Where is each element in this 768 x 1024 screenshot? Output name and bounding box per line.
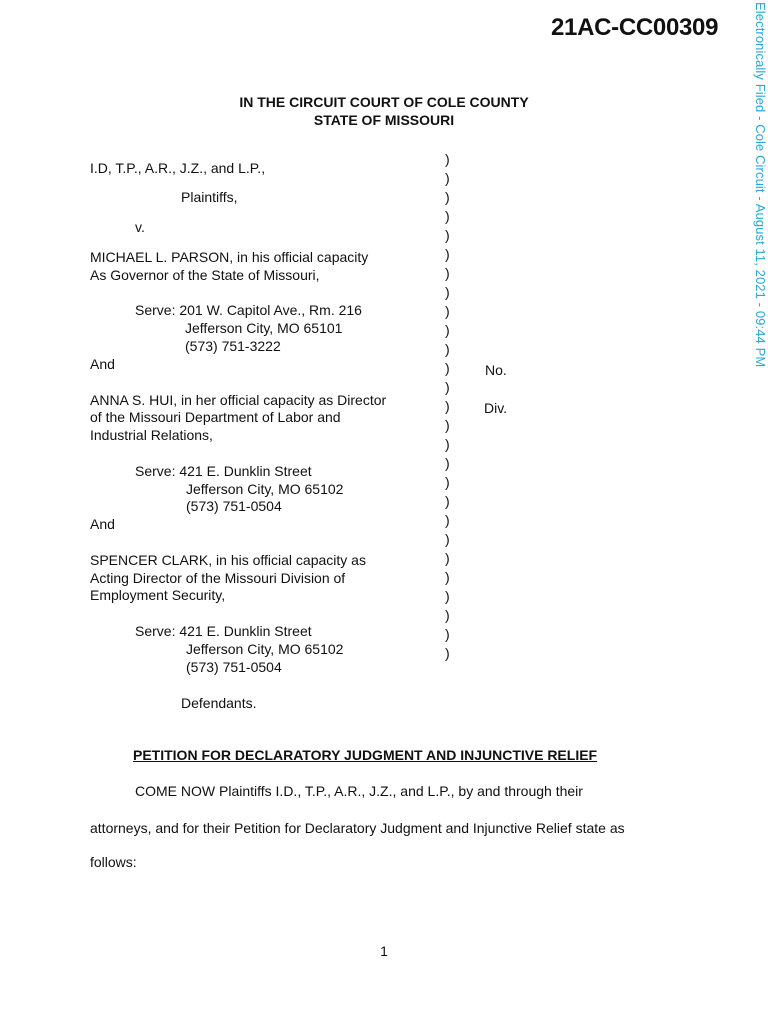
- defendant2-line3: Industrial Relations,: [90, 427, 213, 443]
- filing-stamp-text: Electronically Filed - Cole Circuit - August 11, 2021 - 09:44 PM: [753, 2, 768, 368]
- plaintiffs-label: Plaintiffs,: [181, 189, 238, 205]
- defendant1-serve1: Serve: 201 W. Capitol Ave., Rm. 216: [135, 302, 362, 318]
- case-number: 21AC-CC00309: [551, 14, 719, 41]
- defendant1-line1: MICHAEL L. PARSON, in his official capacity: [90, 249, 369, 265]
- defendant1-serve3: (573) 751-3222: [185, 338, 281, 354]
- petition-title: PETITION FOR DECLARATORY JUDGMENT AND INJUNCTIVE RELIEF: [133, 747, 598, 763]
- defendant3-line2: Acting Director of the Missouri Division of: [90, 570, 346, 586]
- body-line-2: attorneys, and for their Petition for Declaratory Judgment and Injunctive Relief state as: [90, 820, 625, 836]
- defendant2-line2: of the Missouri Department of Labor and: [90, 409, 341, 425]
- body-line-3: follows:: [90, 854, 137, 870]
- court-name: IN THE CIRCUIT COURT OF COLE COUNTY: [239, 94, 529, 110]
- plaintiffs-names: I.D, T.P., A.R., J.Z., and L.P.,: [90, 160, 266, 176]
- page-number: 1: [380, 943, 388, 959]
- division-label: Div.: [484, 400, 508, 416]
- and-label-2: And: [90, 516, 115, 532]
- defendants-label: Defendants.: [181, 695, 257, 711]
- defendant3-serve2: Jefferson City, MO 65102: [186, 641, 344, 657]
- defendant2-serve2: Jefferson City, MO 65102: [186, 481, 344, 497]
- and-label-1: And: [90, 356, 115, 372]
- defendant1-serve2: Jefferson City, MO 65101: [185, 320, 343, 336]
- body-line-1: COME NOW Plaintiffs I.D., T.P., A.R., J.Z., and L.P., by and through their: [135, 783, 583, 799]
- defendant3-line1: SPENCER CLARK, in his official capacity as: [90, 552, 366, 568]
- court-state: STATE OF MISSOURI: [313, 112, 455, 128]
- versus-label: v.: [135, 219, 145, 235]
- defendant2-line1: ANNA S. HUI, in her official capacity as Director: [90, 392, 387, 408]
- filing-stamp: [750, 2, 768, 368]
- caption-parentheses: ) ) ) ) ) ) ) ) ) ) ) ) ) ) ) ) ) ) ) ) ) ) ) ) ) ) ): [445, 151, 450, 661]
- defendant2-serve1: Serve: 421 E. Dunklin Street: [135, 463, 312, 479]
- defendant1-line2: As Governor of the State of Missouri,: [90, 267, 320, 283]
- case-no-label: No.: [485, 362, 507, 378]
- defendant3-serve3: (573) 751-0504: [186, 659, 282, 675]
- defendant3-serve1: Serve: 421 E. Dunklin Street: [135, 623, 312, 639]
- defendant3-line3: Employment Security,: [90, 587, 226, 603]
- defendant2-serve3: (573) 751-0504: [186, 498, 282, 514]
